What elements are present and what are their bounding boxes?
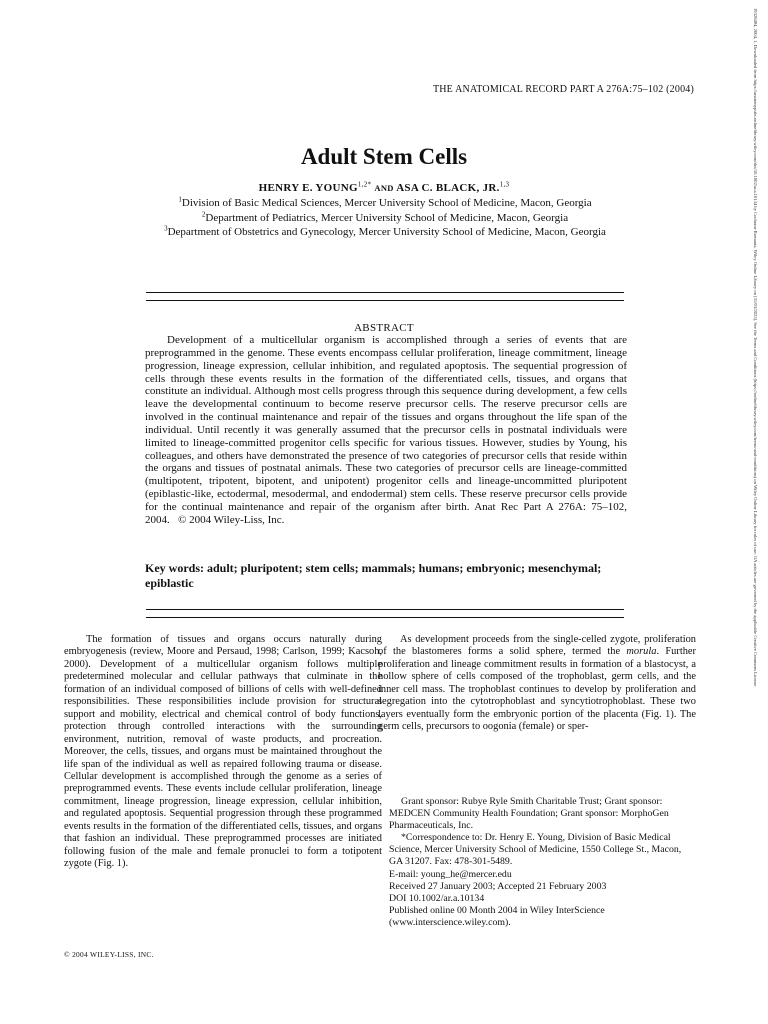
affiliation-text: Department of Obstetrics and Gynecology, Mercer University School of Medicine, Macon, Georgia [167, 226, 606, 238]
keywords-label: Key words: [145, 561, 204, 575]
abstract-text: Development of a multicellular organism is accomplished through a series of events that are preprogrammed in the genome. These events encompass cellular proliferation, lineage commitment, lineage progression, lineage expression, cellular inhibition, and regulated apoptosis. The sequential progression of cells through these events results in the formation of the differentiated cells, tissues, and organs that constitute an individual. Although most cells progress through this sequence during development, a few cells leave the developmental continuum to become reserve precursor cells. The reserve precursor cells are involved in the continual maintenance and repair of the tissues and organs throughout the life span of the individual. Until recently it was generally assumed that the precursor cells in postnatal individuals were limited to lineage-committed progenitor cells specific for various tissues. However, studies by Young, his colleagues, and others have demonstrated the presence of two categories of precursor cells that reside within the organs and tissues of postnatal animals. These two categories of precursor cells are lineage-committed (multipotent, tripotent, bipotent, and unipotent) progenitor cells and lineage-uncommitted pluripotent (epiblastic-like, ectodermal, mesodermal, and endodermal) stem cells. These reserve precursor cells provide for the continual maintenance and repair of the organism after birth. Anat Rec Part A 276A: 75–102, 2004. [145, 334, 627, 526]
affiliation-text: Division of Basic Medical Sciences, Mercer University School of Medicine, Macon, Georgia [181, 197, 592, 209]
correspondence-footnote: *Correspondence to: Dr. Henry E. Young, Division of Basic Medical Science, Mercer University School of Medicine, 1550 College St., Macon, GA 31207. Fax: 478-301-5489. [389, 832, 682, 868]
abstract-rule [146, 609, 624, 610]
affiliation-text: Department of Pediatrics, Mercer University School of Medicine, Macon, Georgia [205, 211, 569, 224]
doi-footnote: DOI 10.1002/ar.a.10134 [389, 892, 485, 904]
email-footnote: E-mail: young_he@mercer.edu [389, 868, 512, 880]
side-download-watermark: 19328494, 2004, 1, Downloaded from https://anatomypubs.onlinelibrary.wiley.com/doi/10.1002/ar.a.10134 by Cochrane Romania, Wiley Online Library on [31/03/2023]. See the Terms and Conditions (https://onlinelibrary.wiley.com/terms-and-conditions) on Wiley Online Library for rules of use; OA articles are governed by the applicable Creative Commons License [753, 8, 758, 687]
body-text: As development proceeds from the single-celled zygote, proliferation of the blastomeres forms a solid sphere, termed the [378, 634, 696, 658]
abstract-copyright: © 2004 Wiley-Liss, Inc. [178, 513, 285, 526]
abstract-heading: ABSTRACT [354, 322, 414, 334]
abstract-rule [146, 617, 624, 618]
body-text: . Further proliferation and lineage commitment results in formation of a blastocyst, a hollow sphere of cells composed of the trophoblast, germ cells, and the inner cell mass. The trophoblast continues to develop by proliferation and segregation into the cytotrophoblast and syncytiotrophoblast. These two layers eventually form the embryonic portion of the placenta (Fig. 1). The germ cells, precursors to oogonia (female) or sper- [378, 646, 696, 733]
author-affiliation-mark: 1,2* [357, 180, 372, 189]
affiliation [150, 196, 620, 211]
page-copyright: © 2004 WILEY-LISS, INC. [64, 950, 154, 959]
keywords [145, 561, 627, 591]
author-name: HENRY E. YOUNG [258, 182, 358, 194]
body-column-left: The formation of tissues and organs occurs naturally during embryogenesis (review, Moore and Persaud, 1998; Carlson, 1999; Kacsoh, 2000). Development of a multicellular organism follows multiple predetermined molecular and cellular pathways that culminate in the formation of an individual composed of billions of cells with well-defined responsibilities. These responsibilities include provision for structural support and mobility, electrical and chemical control of body functions, protection through controlled interactions with the surrounding environment, nutrition, removal of waste products, and procreation. Moreover, the cells, tissues, and organs must be maintained throughout the life span of the individual as well as repaired following trauma or disease. Cellular development is accomplished through the genome as a series of preprogrammed events. These events include cellular proliferation, lineage commitment, lineage progression, lineage expression, cellular inhibition, and regulated apoptosis. Sequential progression through these programmed events results in the formation of the differentiated cells, tissues, and organs that fashion an individual. These preprogrammed processes are initiated following fusion of the male and female pronuclei to form a totipotent zygote (Fig. 1). [64, 634, 382, 870]
footnotes [389, 796, 695, 929]
affiliation-mark: 3 [164, 224, 168, 233]
affiliations [150, 196, 620, 240]
affiliation [150, 211, 620, 226]
journal-header: THE ANATOMICAL RECORD PART A 276A:75–102 (2004) [432, 84, 694, 95]
body-column-right [378, 634, 696, 734]
affiliation-mark: 1 [178, 195, 182, 204]
author-name: ASA C. BLACK, JR. [396, 182, 500, 194]
article-title: Adult Stem Cells [300, 144, 468, 169]
abstract-body [145, 334, 627, 527]
author-affiliation-mark: 1,3 [499, 180, 510, 189]
keywords-text: adult; pluripotent; stem cells; mammals; humans; embryonic; mesenchymal; epiblastic [145, 561, 602, 590]
affiliation-mark: 2 [201, 209, 206, 218]
received-footnote: Received 27 January 2003; Accepted 21 February 2003 [389, 880, 607, 892]
header-rule [146, 300, 624, 301]
website-footnote: (www.interscience.wiley.com). [389, 916, 511, 928]
grant-footnote: Grant sponsor: Rubye Ryle Smith Charitable Trust; Grant sponsor: MEDCEN Community Health Foundation; Grant sponsor: MorphoGen Pharmaceuticals, Inc. [389, 796, 669, 832]
published-footnote: Published online 00 Month 2004 in Wiley InterScience [389, 904, 605, 916]
body-italic-term: morula [626, 646, 657, 658]
author-line [0, 182, 768, 194]
author-conjunction: AND [374, 183, 394, 193]
affiliation [150, 225, 620, 240]
header-rule [146, 292, 624, 293]
